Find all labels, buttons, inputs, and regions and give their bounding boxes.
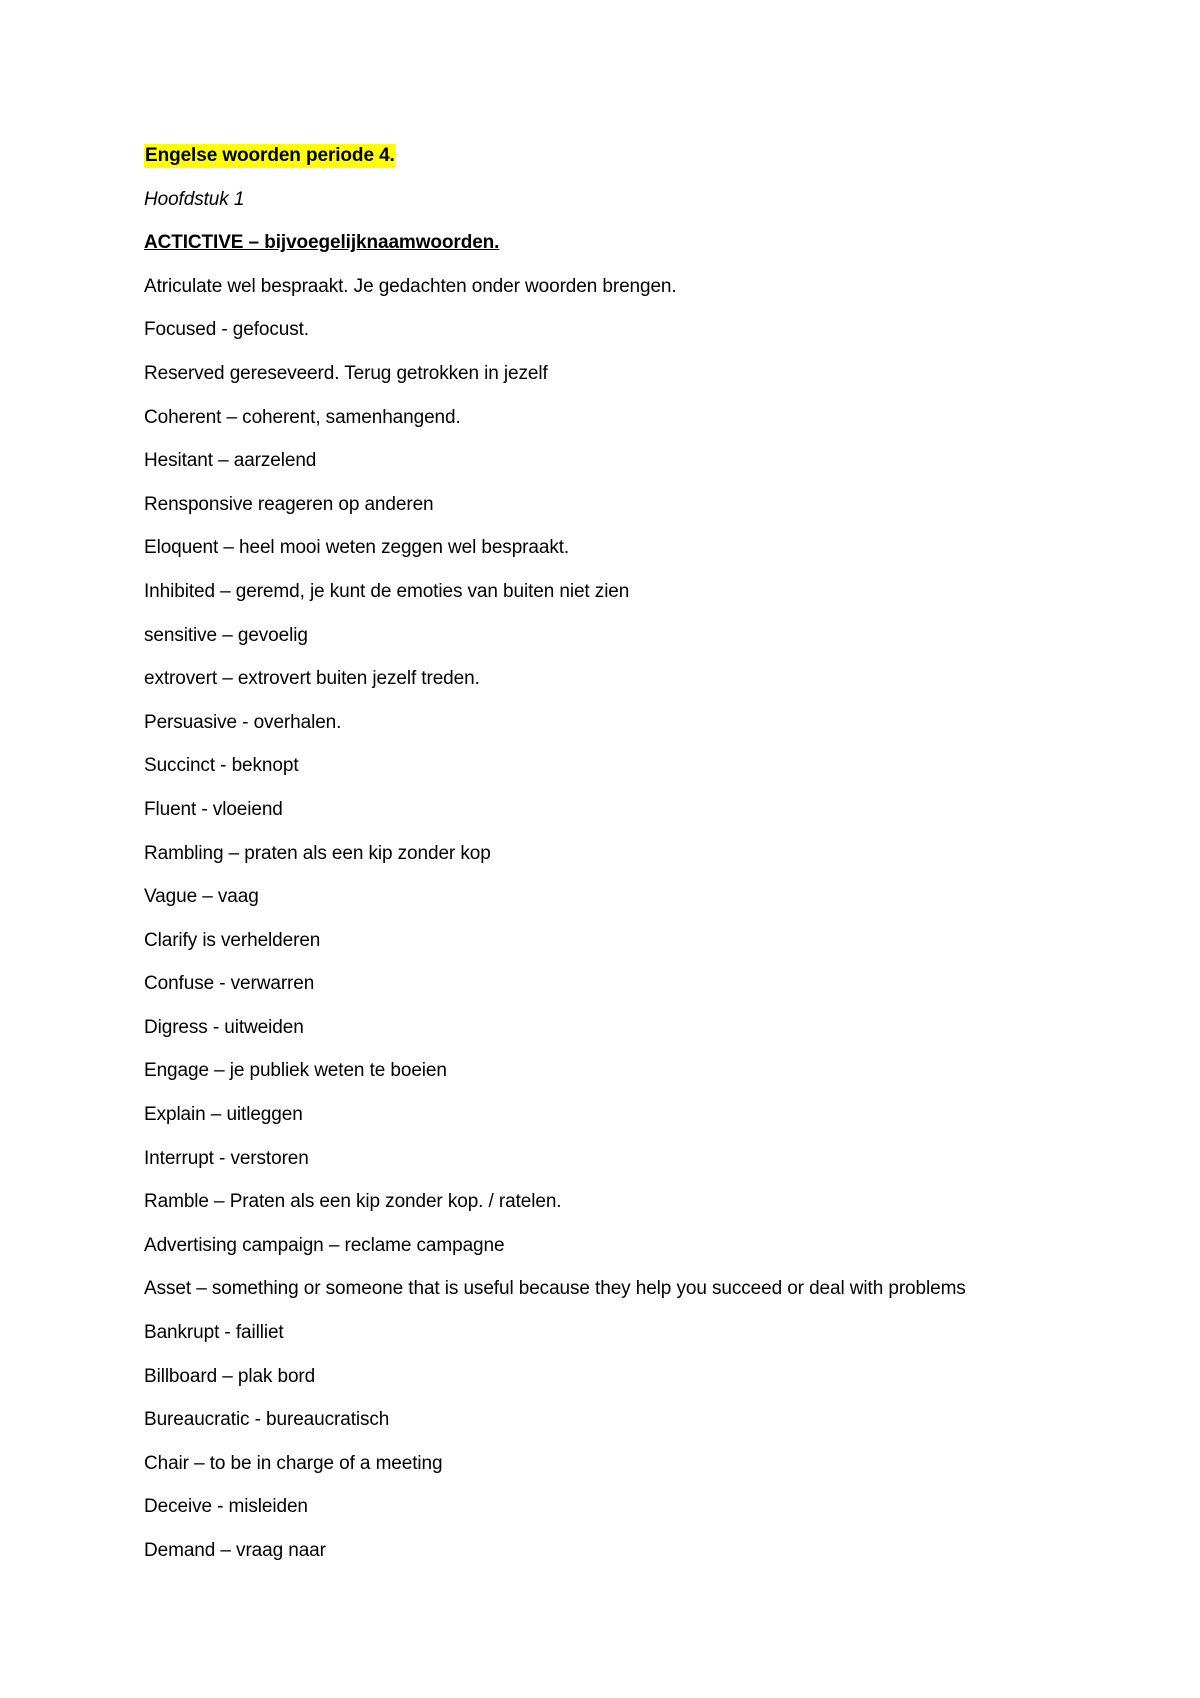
vocab-entry: Coherent – coherent, samenhangend. <box>144 406 461 428</box>
vocab-entry: sensitive – gevoelig <box>144 624 308 646</box>
vocab-entry: Interrupt - verstoren <box>144 1147 309 1169</box>
section-heading-line <box>144 231 1094 255</box>
vocab-entry: Clarify is verhelderen <box>144 929 321 951</box>
vocab-entry: Billboard – plak bord <box>144 1365 316 1387</box>
vocab-entry: Confuse - verwarren <box>144 973 315 995</box>
vocab-entry: Focused - gefocust. <box>144 319 309 341</box>
vocab-entry: Deceive - misleiden <box>144 1496 308 1518</box>
vocab-entry: Engage – je publiek weten te boeien <box>144 1060 447 1082</box>
vocab-entry: Advertising campaign – reclame campagne <box>144 1234 505 1256</box>
vocab-entry: Eloquent – heel mooi weten zeggen wel bespraakt. <box>144 537 570 559</box>
vocab-entry: Rambling – praten als een kip zonder kop <box>144 842 491 864</box>
vocab-entry: Rensponsive reageren op anderen <box>144 493 434 515</box>
vocab-entry: Asset – something or someone that is useful because they help you succeed or deal with problems <box>144 1278 966 1300</box>
vocab-entry: Explain – uitleggen <box>144 1104 303 1126</box>
vocab-entry: Fluent - vloeiend <box>144 798 283 820</box>
vocab-entry: Chair – to be in charge of a meeting <box>144 1452 443 1474</box>
vocab-entry: Demand – vraag naar <box>144 1540 326 1561</box>
chapter-subtitle: Hoofdstuk 1 <box>144 188 245 210</box>
vocab-entry: Persuasive - overhalen. <box>144 711 342 733</box>
vocab-entry: Reserved gereseveerd. Terug getrokken in jezelf <box>144 362 548 384</box>
document-content <box>144 144 1094 1583</box>
vocab-entry: Vague – vaag <box>144 886 259 908</box>
vocab-entry: Hesitant – aarzelend <box>144 450 317 472</box>
vocab-entry: Digress - uitweiden <box>144 1016 304 1038</box>
vocab-entry: Bureaucratic - bureaucratisch <box>144 1409 390 1431</box>
title-line <box>144 144 1094 168</box>
vocab-entry: Inhibited – geremd, je kunt de emoties van buiten niet zien <box>144 580 630 602</box>
section-heading: ACTICTIVE – bijvoegelijknaamwoorden. <box>144 232 500 254</box>
vocab-entry: Succinct - beknopt <box>144 755 299 777</box>
vocab-entry: Atriculate wel bespraakt. Je gedachten onder woorden brengen. <box>144 275 677 297</box>
document-title: Engelse woorden periode 4. <box>145 145 395 166</box>
vocab-entry: extrovert – extrovert buiten jezelf treden. <box>144 668 480 690</box>
vocab-entry: Bankrupt - failliet <box>144 1322 284 1344</box>
vocab-entry: Ramble – Praten als een kip zonder kop. / ratelen. <box>144 1191 562 1213</box>
